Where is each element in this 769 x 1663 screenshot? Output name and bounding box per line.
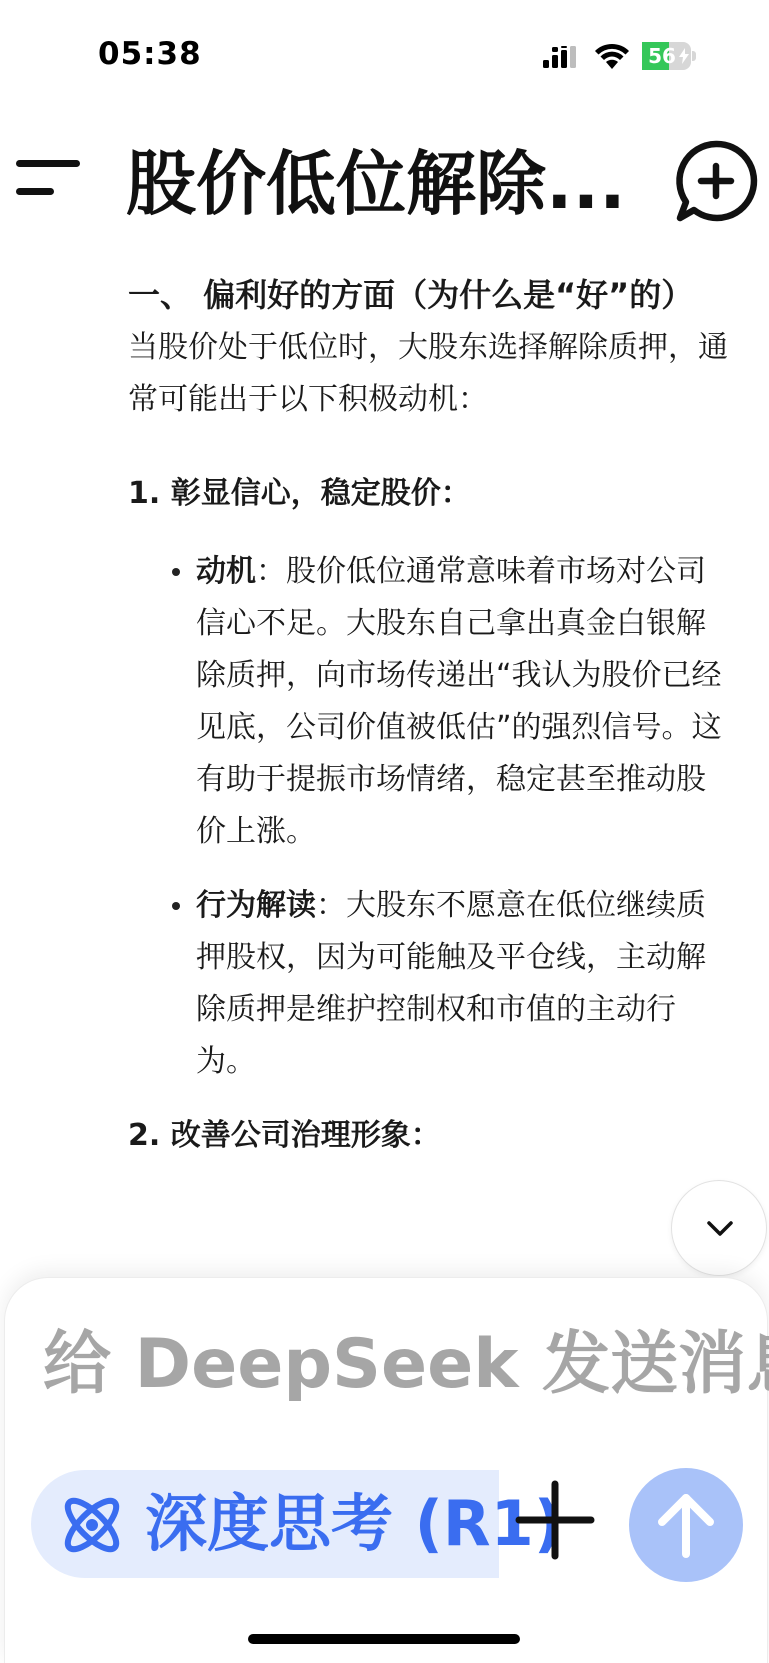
arrow-up-icon	[656, 1490, 716, 1560]
bullet-interpretation	[128, 880, 728, 1088]
point-2-title: 2. 改善公司治理形象：	[128, 1118, 441, 1153]
wifi-icon	[594, 42, 630, 70]
deep-think-label: 深度思考 (R1)	[145, 1487, 563, 1560]
battery-body	[642, 42, 691, 70]
message-input[interactable]	[43, 1314, 769, 1414]
bullet-term: 动机	[196, 554, 256, 589]
battery-icon	[642, 42, 696, 70]
bullet-term: 行为解读	[196, 888, 316, 923]
signal-icon	[543, 46, 581, 68]
page-title: 股价低位解除...	[126, 143, 626, 225]
point-1-title: 1. 彰显信心，稳定股价：	[128, 476, 471, 511]
message-content	[128, 268, 728, 1188]
status-time: 05:38	[98, 36, 202, 72]
status-bar	[0, 0, 768, 110]
composer	[4, 1277, 768, 1663]
deep-think-button[interactable]	[31, 1470, 563, 1578]
bullet-dot	[172, 902, 180, 910]
battery-cap	[692, 51, 696, 61]
intro-paragraph: 当股价处于低位时，大股东选择解除质押，通常可能出于以下积极动机：	[128, 330, 728, 417]
atom-icon	[57, 1490, 127, 1560]
bullet-dot	[172, 568, 180, 576]
charging-bolt-icon	[679, 48, 689, 64]
scroll-down-button[interactable]	[671, 1180, 767, 1276]
chevron-down-icon	[706, 1219, 734, 1239]
bullet-motive	[128, 546, 728, 858]
bullet-text: ：大股东不愿意在低位继续质押股权，因为可能触及平仓线，主动解除质押是维护控制权和市值的主动行为。	[196, 888, 706, 1079]
section-heading: 一、 偏利好的方面（为什么是“好”的）	[128, 276, 694, 314]
bullet-text: ：股价低位通常意味着市场对公司信心不足。大股东自己拿出真金白银解除质押，向市场传递出“我认为股价已经见底，公司价值被低估”的强烈信号。这有助于提振市场情绪，稳定甚至推动股价上涨。	[196, 554, 722, 849]
send-button[interactable]	[629, 1468, 743, 1582]
menu-icon[interactable]	[14, 156, 86, 206]
plus-icon[interactable]	[513, 1478, 597, 1562]
new-chat-icon[interactable]	[672, 138, 760, 226]
battery-percent: 56	[648, 44, 676, 68]
home-indicator	[248, 1634, 520, 1644]
